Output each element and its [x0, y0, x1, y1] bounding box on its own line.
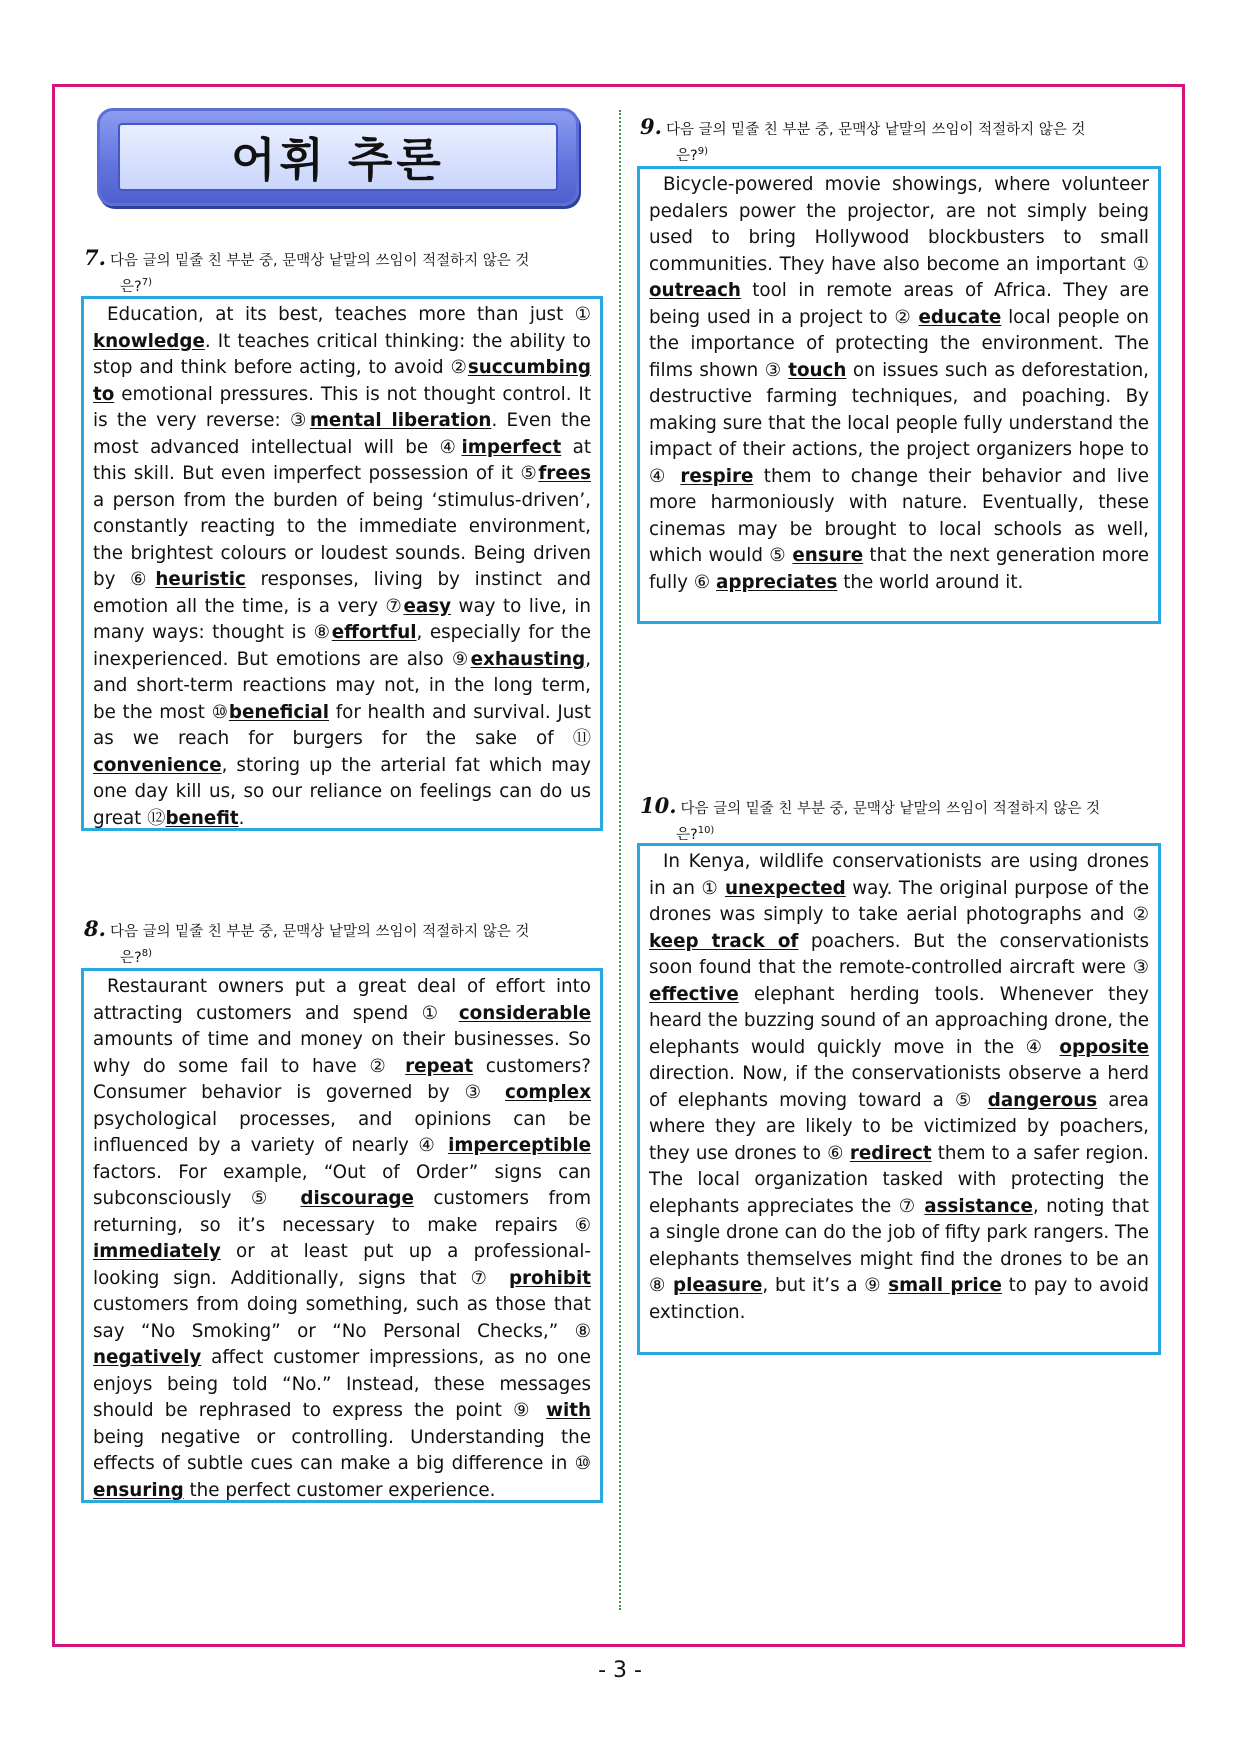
passage-text: at this skill. But even imperfect possession of it ⑤ — [93, 436, 592, 484]
passage-text: Bicycle-powered movie showings, where volunteer pedalers power the projector, are not simply being used to bring Hollywood blockbusters to small communities. They have also become an important ① — [649, 174, 1149, 275]
underlined-word: imperceptible — [448, 1135, 591, 1156]
underlined-word: small price — [888, 1275, 1002, 1296]
underlined-word: unexpected — [724, 877, 846, 899]
passage-text: direction. Now, if the conservationists observe a herd of elephants moving toward a ⑤ — [649, 1063, 1149, 1111]
question-7-footnote: 7) — [141, 277, 152, 288]
passage-text: customers from doing something, such as those that say “No Smoking” or “No Personal Checks,” ⑧ — [93, 1294, 591, 1342]
underlined-word: succumbing to — [93, 357, 591, 405]
passage-text: . It teaches critical thinking: the ability to stop and think before acting, to avoid ② — [93, 330, 591, 378]
passage-text: amounts of time and money on their businesses. So why do some fail to have ② — [93, 1029, 591, 1077]
underlined-word: outreach — [649, 280, 741, 301]
passage-text: on issues such as deforestation, destructive farming techniques, and poaching. By making sure that the local people fully understand the impact of their actions, the project organizers hope to ④ — [649, 359, 1149, 487]
underlined-word: respire — [680, 465, 754, 487]
question-9-instruction: 다음 글의 밑줄 친 부분 중, 문맥상 낱말의 쓰임이 적절하지 않은 것 — [665, 122, 1086, 138]
passage-text: or at least put up a professional-looking sign. Additionally, signs that ⑦ — [93, 1241, 591, 1289]
passage-text: psychological processes, and opinions can be influenced by a variety of nearly ④ — [93, 1108, 591, 1156]
underlined-word: effortful — [331, 622, 417, 643]
question-9-number: 9. — [640, 114, 662, 139]
underlined-word: beneficial — [228, 701, 330, 723]
question-7-header — [84, 247, 604, 298]
passage-text: emotional pressures. This is not thought control. It is the very reverse: ③ — [93, 383, 591, 431]
passage-text: the world around it. — [837, 571, 1024, 593]
page-number: - 3 - — [598, 1658, 642, 1683]
passage-text: them to a safer region. The local organization tasked with protecting the elephants appreciates the ⑦ — [649, 1142, 1149, 1217]
passage-text: . — [238, 807, 245, 829]
passage-text: the perfect customer experience. — [183, 1479, 496, 1501]
underlined-word: exhausting — [470, 648, 586, 670]
passage-text: , but it’s a ⑨ — [762, 1275, 889, 1296]
underlined-word: easy — [403, 595, 451, 617]
underlined-word: redirect — [849, 1142, 932, 1164]
question-8-footnote: 8) — [141, 948, 152, 959]
passage-text: elephant herding tools. Whenever they heard the buzzing sound of an approaching drone, the elephants would quickly move in the ④ — [649, 983, 1149, 1058]
column-divider — [619, 110, 621, 1610]
question-8-header — [84, 918, 604, 969]
underlined-word: effective — [649, 983, 739, 1005]
passage-text: area where they are likely to be victimized by poachers, they use drones to ⑥ — [649, 1089, 1150, 1164]
underlined-word: immediately — [93, 1241, 221, 1262]
underlined-word: dangerous — [987, 1089, 1098, 1111]
passage-text: way to live, in many ways: thought is ⑧ — [93, 595, 591, 643]
passage-text: for health and survival. Just as we reach for burgers for the sake of ⑪ — [93, 701, 591, 749]
question-9-footnote: 9) — [697, 146, 708, 157]
passage-text: Education, at its best, teaches more than just ① — [107, 304, 591, 325]
underlined-word: mental liberation — [309, 410, 492, 431]
passage-text: customers from returning, so it’s necessary to make repairs ⑥ — [93, 1188, 591, 1236]
question-7-number: 7. — [84, 245, 106, 270]
passage-text: , especially for the inexperienced. But emotions are also ⑨ — [93, 622, 591, 670]
question-7-instruction: 다음 글의 밑줄 친 부분 중, 문맥상 낱말의 쓰임이 적절하지 않은 것 — [109, 253, 530, 269]
passage-text: a person from the burden of being ‘stimulus-driven’, constantly reacting to the immediate environment, the brightest colours or loudest sounds. Being driven by ⑥ — [93, 489, 591, 590]
question-10-footnote: 10) — [697, 825, 715, 836]
section-title: 어휘 추론 — [231, 133, 445, 187]
question-7-passage — [81, 296, 603, 831]
passage-text: In Kenya, wildlife conservationists are using drones in an ① — [649, 851, 1149, 899]
section-title-plate — [118, 123, 558, 191]
underlined-word: keep track of — [649, 930, 799, 952]
passage-text: poachers. But the conservationists soon found that the remote-controlled aircraft were ③ — [649, 930, 1149, 978]
passage-text: way. The original purpose of the drones was simply to take aerial photographs and ② — [649, 877, 1149, 925]
question-10-instruction-end: 은? — [676, 826, 698, 843]
underlined-word: appreciates — [716, 571, 838, 593]
underlined-word: discourage — [300, 1188, 414, 1209]
passage-text: , and short-term reactions may not, in the long term, be the most ⑩ — [93, 648, 591, 723]
underlined-word: considerable — [458, 1002, 591, 1024]
underlined-word: negatively — [93, 1347, 202, 1368]
passage-text: them to change their behavior and live more harmoniously with nature. Eventually, these cinemas may be brought to local schools as well, which would ⑤ — [649, 465, 1149, 566]
passage-text: affect customer impressions, as no one enjoys being told “No.” Instead, these messages should be rephrased to express the point ⑨ — [93, 1347, 591, 1421]
underlined-word: ensure — [792, 545, 864, 566]
underlined-word: with — [546, 1400, 591, 1421]
passage-text: responses, living by instinct and emotion all the time, is a very ⑦ — [93, 569, 592, 617]
passage-text: , storing up the arterial fat which may one day kill us, so our reliance on feelings can do us great ⑫ — [93, 754, 591, 829]
passage-text: that the next generation more fully ⑥ — [649, 545, 1149, 593]
underlined-word: assistance — [924, 1195, 1033, 1217]
underlined-word: complex — [505, 1082, 591, 1103]
question-8-instruction: 다음 글의 밑줄 친 부분 중, 문맥상 낱말의 쓰임이 적절하지 않은 것 — [109, 924, 530, 940]
underlined-word: opposite — [1059, 1036, 1149, 1058]
question-10-instruction: 다음 글의 밑줄 친 부분 중, 문맥상 낱말의 쓰임이 적절하지 않은 것 — [680, 801, 1101, 817]
question-9-header — [640, 116, 1165, 167]
question-8-passage — [81, 968, 603, 1503]
question-7-instruction-end: 은? — [120, 278, 142, 295]
underlined-word: repeat — [405, 1055, 474, 1077]
passage-text: , noting that a single drone can do the job of fifty park rangers. The elephants themselves might find the drones to be an ⑧ — [649, 1195, 1149, 1296]
underlined-word: touch — [788, 359, 847, 381]
underlined-word: imperfect — [461, 436, 562, 458]
passage-text: tool in remote areas of Africa. They are being used in a project to ② — [649, 280, 1149, 328]
question-8-instruction-end: 은? — [120, 949, 142, 966]
passage-text: factors. For example, “Out of Order” signs can subconsciously ⑤ — [93, 1161, 591, 1209]
question-10-header — [640, 795, 1165, 846]
underlined-word: frees — [538, 463, 591, 484]
underlined-word: convenience — [93, 754, 222, 776]
underlined-word: benefit — [165, 807, 239, 829]
underlined-word: knowledge — [93, 330, 205, 352]
question-10-number: 10. — [640, 793, 677, 818]
passage-text: to pay to avoid extinction. — [649, 1275, 1149, 1323]
question-9-instruction-end: 은? — [676, 147, 698, 164]
underlined-word: heuristic — [155, 569, 246, 590]
passage-text: Restaurant owners put a great deal of effort into attracting customers and spend ① — [93, 976, 591, 1024]
underlined-word: prohibit — [508, 1267, 591, 1289]
question-9-passage — [637, 166, 1161, 624]
passage-text: being negative or controlling. Understanding the effects of subtle cues can make a big difference in ⑩ — [93, 1426, 591, 1474]
question-10-passage — [637, 843, 1161, 1355]
underlined-word: educate — [918, 306, 1002, 328]
passage-text: local people on the importance of protecting the environment. The films shown ③ — [649, 306, 1149, 381]
underlined-word: pleasure — [673, 1275, 763, 1296]
underlined-word: ensuring — [93, 1479, 184, 1501]
question-8-number: 8. — [84, 916, 106, 941]
passage-text: . Even the most advanced intellectual will be ④ — [93, 410, 592, 458]
section-title-box — [97, 108, 579, 206]
passage-text: customers? Consumer behavior is governed by ③ — [93, 1055, 592, 1103]
